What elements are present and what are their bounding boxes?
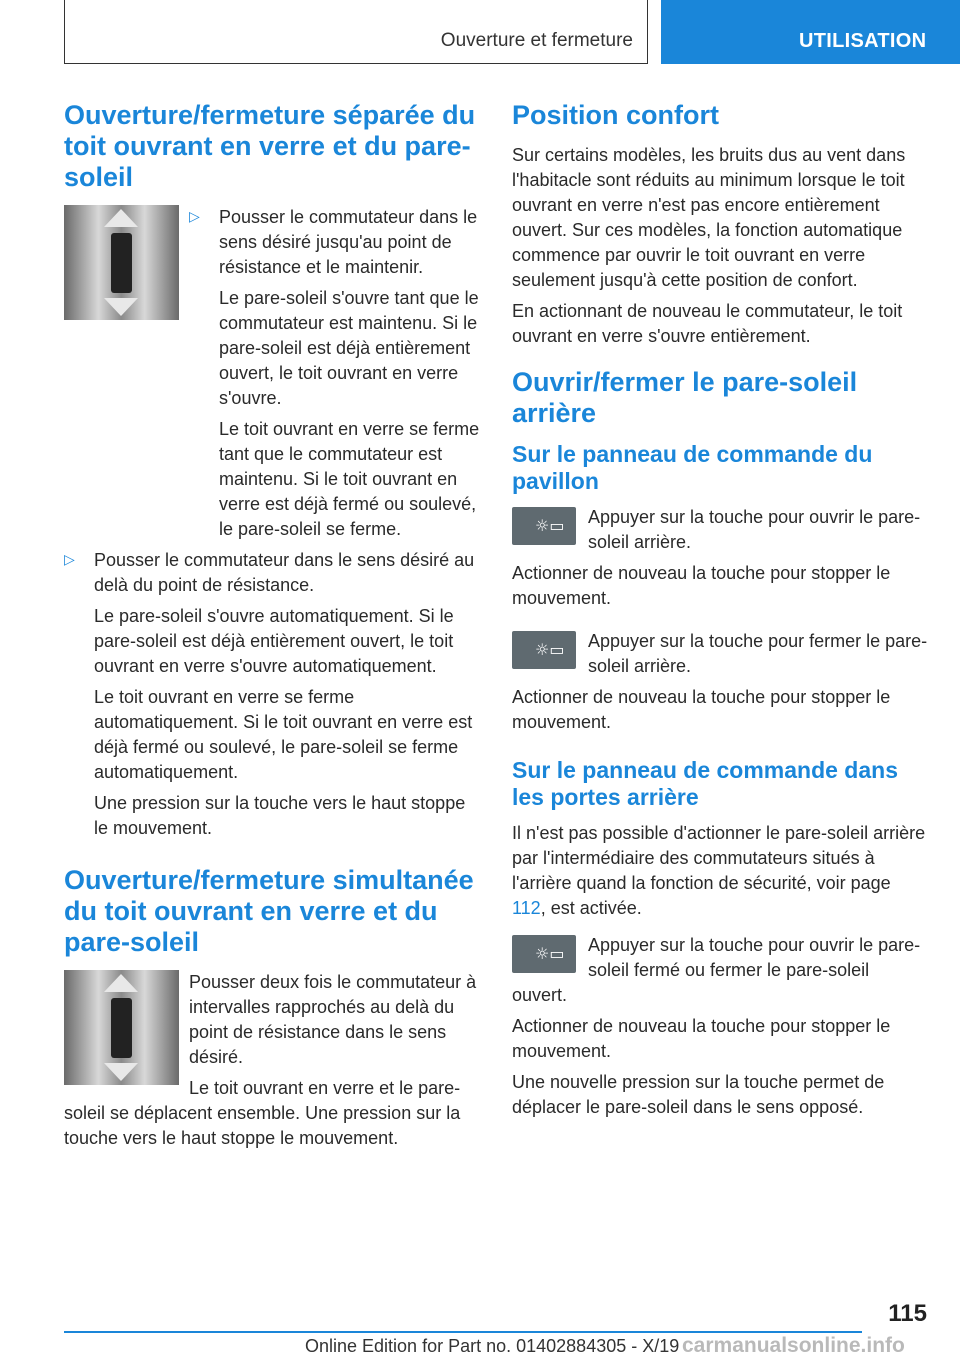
footer-edition: Online Edition for Part no. 01402884305 - X/19 (305, 1336, 680, 1356)
heading-roof-panel: Sur le panneau de commande du pavillon (512, 441, 873, 494)
doors-text-b: Appuyer sur la touche pour ouvrir le pare-soleil fermé ou fermer le pare-soleil ouvert. (512, 935, 921, 1005)
right-column (512, 100, 928, 1126)
header-chapter-title: UTILISATION (799, 30, 927, 52)
item1-text-b: Le pare-soleil s'ouvre tant que le commutateur est maintenu. Si le pare-soleil est déjà entièrement ouvert, le toit ouvrant en verre s'ouvre. (219, 288, 479, 408)
page-number: 115 (888, 1300, 927, 1327)
heading-separate-operation: Ouverture/fermeture séparée du toit ouvrant en verre et du pare-soleil (64, 100, 476, 192)
item2-text-a: Pousser le commutateur dans le sens désiré au delà du point de résistance. (94, 550, 475, 595)
heading-simultaneous-operation: Ouverture/fermeture simultanée du toit ouvrant en verre et du pare-soleil (64, 865, 474, 957)
item1-text-c: Le toit ouvrant en verre se ferme tant que le commutateur est maintenu. Si le toit ouvrant en verre est déjà fermé ou soulevé, le pare-soleil se ferme. (219, 419, 480, 539)
item2-text-c: Le toit ouvrant en verre se ferme automatiquement. Si le toit ouvrant en verre est déjà fermé ou soulevé, le pare-soleil se ferme automatiquement. (94, 687, 473, 782)
comfort-text-a: Sur certains modèles, les bruits dus au vent dans l'habitacle sont réduits au minimum lorsque le toit ouvrant en verre n'est pas encore entièrement ouvert. Sur ces modèles, la fonction automatique commence par ouvrir le toit ouvrant en verre seulement jusqu'à cette position de confort. (512, 145, 906, 290)
doors-text-c: Actionner de nouveau la touche pour stopper le mouvement. (512, 1016, 891, 1061)
left-column (64, 100, 480, 1157)
roof-close-text: Appuyer sur la touche pour fermer le pare-soleil arrière. (588, 631, 928, 676)
simultaneous-text-b: Le toit ouvrant en verre et le pare-soleil se déplacent ensemble. Une pression sur la touche vers le haut stoppe le mouvement. (64, 1078, 461, 1148)
footer-divider (64, 1331, 862, 1333)
list-item (189, 205, 480, 542)
item2-text-b: Le pare-soleil s'ouvre automatiquement. Si le pare-soleil est déjà entièrement ouvert, le toit ouvrant en verre s'ouvre automatiquement. (94, 606, 454, 676)
doors-text-d: Une nouvelle pression sur la touche permet de déplacer le pare-soleil dans le sens opposé. (512, 1072, 885, 1117)
sun-shade-button-icon: ☼▭ (512, 507, 576, 545)
header-section-box (64, 0, 648, 64)
watermark: carmanualsonline.info (682, 1334, 905, 1357)
item1-text-a: Pousser le commutateur dans le sens désiré jusqu'au point de résistance et le maintenir. (219, 207, 478, 277)
roof-stop-text-1: Actionner de nouveau la touche pour stopper le mouvement. (512, 563, 891, 608)
roof-stop-text-2: Actionner de nouveau la touche pour stopper le mouvement. (512, 687, 891, 732)
heading-rear-sunshade: Ouvrir/fermer le pare-soleil arrière (512, 367, 858, 428)
triangle-right-icon: ▷ (189, 209, 200, 225)
page-link[interactable]: 112 (512, 898, 541, 918)
triangle-right-icon: ▷ (64, 552, 75, 568)
switch-illustration-icon (64, 205, 179, 320)
heading-comfort-position: Position confort (512, 100, 719, 130)
sun-shade-button-icon: ☼▭ (512, 631, 576, 669)
simultaneous-text-a: Pousser deux fois le commutateur à intervalles rapprochés au delà du point de résistance dans le sens désiré. (189, 972, 477, 1067)
doors-text-a: Il n'est pas possible d'actionner le pare-soleil arrière par l'intermédiaire des commutateurs situés à l'arrière quand la fonction de sécurité, voir page 112, est activée. (512, 823, 926, 918)
comfort-text-b: En actionnant de nouveau le commutateur, le toit ouvrant en verre s'ouvre entièrement. (512, 301, 903, 346)
header-chapter-box (661, 0, 960, 64)
list-item (64, 548, 480, 841)
item2-text-d: Une pression sur la touche vers le haut stoppe le mouvement. (94, 793, 466, 838)
roof-open-text: Appuyer sur la touche pour ouvrir le pare-soleil arrière. (588, 507, 921, 552)
heading-rear-doors: Sur le panneau de commande dans les portes arrière (512, 757, 898, 810)
header-section-title: Ouverture et fermeture (440, 30, 633, 51)
sun-shade-button-icon: ☼▭ (512, 935, 576, 973)
switch-illustration-icon (64, 970, 179, 1085)
